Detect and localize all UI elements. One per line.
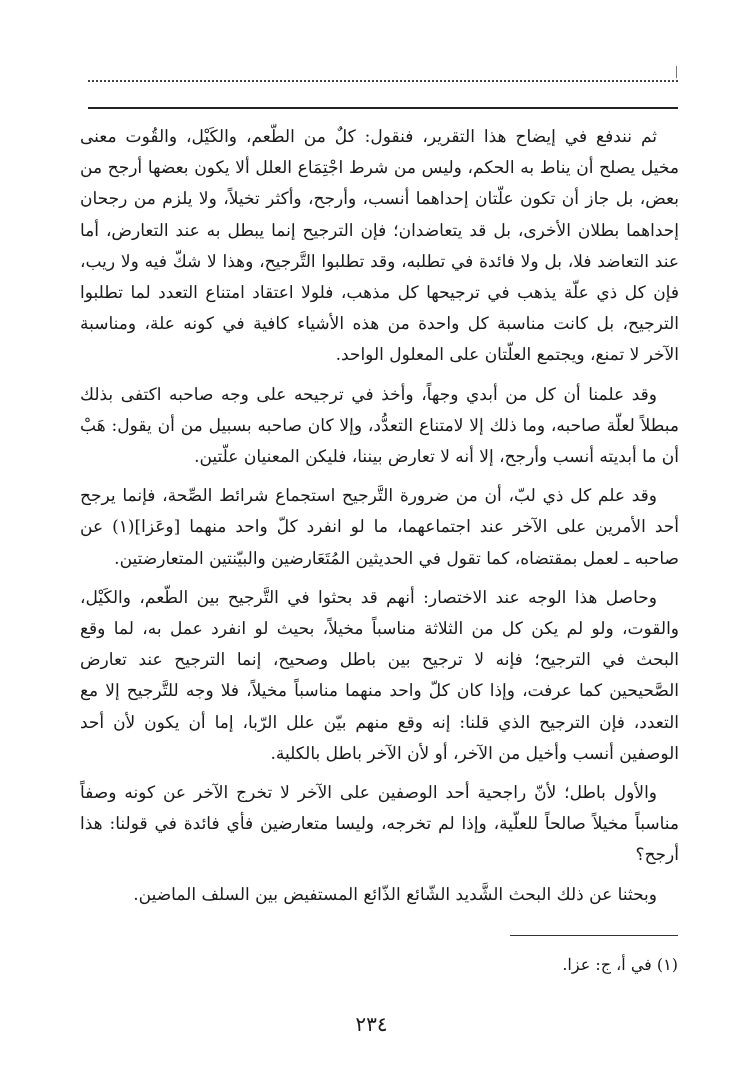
footnote: (١) في أ، ج: عزا. [562, 955, 678, 974]
paragraph-4: وحاصل هذا الوجه عند الاختصار: أنهم قد بحثوا في التَّرجيح بين الطّعم، والكَيْل، والقوت، ولو لم يكن كل من الثلاثة مناسباً مخيلاً، بحيث لو انفرد عمل به، لما وقع البحث في الترجيح؛ فإنه لا ترجيح بين باطل وصحيح، إنما الترجيح عند تعارض الصَّحيحين كما عرفت، وإذا كان كلّ واحد منهما مناسباً مخيلاً، فلا وجه للتَّرجيح إلا مع التعدد، فإن الترجيح الذي قلنا: إنه وقع منهم بيّن علل الرّبا، إما أن يكون لأن أحد الوصفين أنسب وأخيل من الآخر، أو لأن الآخر باطل بالكلية. [80, 587, 679, 764]
paragraph-1: ثم نندفع في إيضاح هذا التقرير، فنقول: كلٌ من الطّعم، والكَيْل، والقُوت معنى مخيل يصلح أن يناط به الحكم، وليس من شرط اجْتِمَاع العلل ألا يكون بعضها أرجح من بعض، بل جاز أن تكون علّتان إحداهما أنسب، وأرجح، وأكثر تخيلاً، ولا يلزم من رجحان إحداهما بطلان الأخرى، بل قد يتعاضدان؛ فإن الترجيح إنما يبطل به عند التعارض، أما عند التعاضد فلا، بل ولا فائدة في تطلبه، وقد تطلبوا التَّرجيح، وهذا لا شكّ فيه ولا ريب، فإن كل ذي علّة يذهب في ترجيحها كل مذهب، فلولا اعتقاد امتناع التعدد لما تطلبوا الترجيح، بل كانت مناسبة كل واحدة من هذه الأشياء كافية في كونه علة، ومناسبة الآخر لا تمنع، ويجتمع العلّتان على المعلول الواحد. [80, 127, 679, 366]
main-text [80, 122, 679, 919]
page-number: ٢٣٤ [355, 1012, 388, 1036]
header-rule [88, 107, 678, 109]
paragraph-5: والأول باطل؛ لأنّ راجحية أحد الوصفين على الآخر لا تخرج الآخر عن كونه وصفاً مناسباً مخيلاً صالحاً للعلّية، وإذا لم تخرجه، وليسا متعارضين فأي فائدة في قولنا: هذا أرجح؟ [80, 783, 679, 866]
corner-mark [676, 66, 677, 78]
paragraph-3: وقد علم كل ذي لبّ، أن من ضرورة التَّرجيح استجماع شرائط الصِّحة، فإنما يرجح أحد الأمرين على الآخر عند اجتماعهما، ما لو انفرد كلّ واحد منهما [وعَزا](١) عن صاحبه ـ لعمل بمقتضاه، كما تقول في الحديثين المُتَعَارضين والبيّنتين المتعارضتين. [80, 486, 679, 569]
paragraph-6: وبحثنا عن ذلك البحث الشَّديد الشّائع الذّائع المستفيض بين السلف الماضين. [133, 884, 657, 905]
paragraph-2: وقد علمنا أن كل من أبدي وجهاً، وأخذ في ترجيحه على وجه صاحبه اكتفى بذلك مبطلاً لعلّة صاحبه، وما ذلك إلا لامتناع التعدُّد، وإلا كان صاحبه بسبيل من أن يقول: هَبْ أن ما أبديته أنسب وأرجح، إلا أنه لا تعارض بيننا، فليكن المعنيان علّتين. [80, 384, 679, 468]
footnote-separator [510, 935, 678, 936]
header-dotted-line [88, 80, 678, 96]
